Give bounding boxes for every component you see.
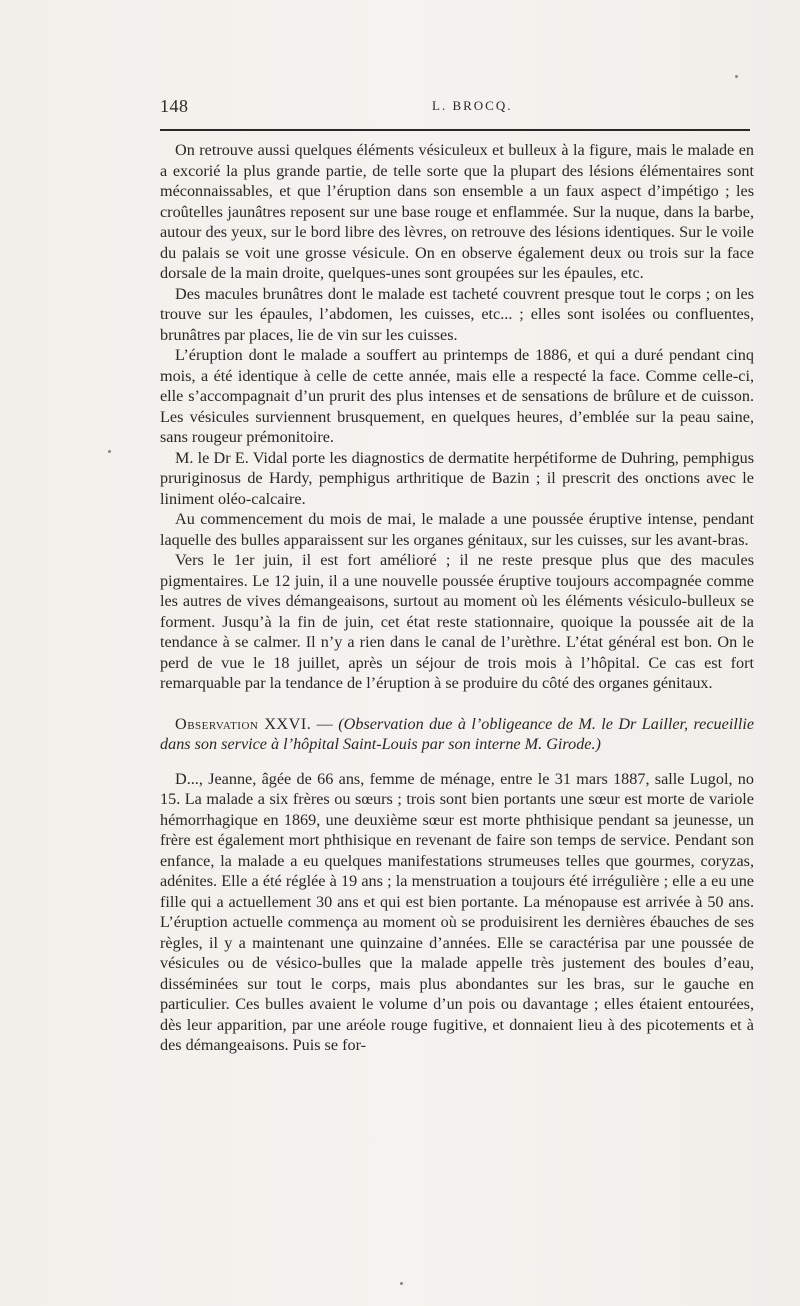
section-gap bbox=[160, 755, 754, 769]
paragraph: Des macules brunâtres dont le malade est tacheté couvrent presque tout le corps ; on les trouve sur les épaules, l’abdomen, les cuisses, etc... ; elles sont isolées ou confluentes, brunâtres par places, lie de vin sur les cuisses. bbox=[160, 284, 754, 344]
page-header bbox=[160, 96, 750, 120]
paragraph: M. le Dr E. Vidal porte les diagnostics de dermatite herpétiforme de Duhring, pemphigus pruriginosus de Hardy, pemphigus arthritique de Bazin ; il prescrit des onctions avec le liniment oléo-calcaire. bbox=[160, 448, 754, 508]
paragraph: D..., Jeanne, âgée de 66 ans, femme de ménage, entre le 31 mars 1887, salle Lugol, no 15. La malade a six frères ou sœurs ; trois sont bien portants une sœur est morte de variole hémorrhagique en 1869, une deuxième sœur est morte phthisique pendant sa jeunesse, un frère est également mort phthisique en revenant de faire son temps de service. Pendant son enfance, la malade a eu quelques manifestations strumeuses telles que gourmes, coryzas, adénites. Elle a été réglée à 19 ans ; la menstruation a toujours été irrégulière ; elle a eu une fille qui a actuellement 30 ans et qui est bien portante. La ménopause est arrivée à 50 ans. L’éruption actuelle commença au moment où se produisirent les dernières ébauches de ses règles, il y a maintenant une quinzaine d’années. Elle se caractérisa par une poussée de vésicules ou de vésico-bulles que la malade appelle très justement des boules d’eau, disséminées sur tout le corps, mais plus abondantes sur les bras, sur le gauche en particulier. Ces bulles avaient le volume d’un pois ou davantage ; elles étaient entourées, dès leur apparition, par une aréole rouge fugitive, et donnaient lieu à des picotements et à des démangeaisons. Puis se for- bbox=[160, 769, 754, 1054]
observation-source: (Observation due à l’obligeance de M. le Dr Lailler, recueillie dans son service à l’hôpital Saint-Louis par son interne M. Girode.) bbox=[160, 714, 755, 753]
header-rule bbox=[160, 129, 750, 131]
running-head: L. BROCQ. bbox=[432, 98, 513, 113]
paragraph: On retrouve aussi quelques éléments vésiculeux et bulleux à la figure, mais le malade en a excorié la plus grande partie, de telle sorte que la plupart des lésions élémentaires sont méconnaissables, et que l’éruption dans son ensemble a un faux aspect d’impétigo ; les croûtelles jaunâtres reposent sur une base rouge et enflammée. Sur la nuque, dans la barbe, autour des yeux, sur le bord libre des lèvres, on retrouve des lésions identiques. Sur le voile du palais se voit une grosse vésicule. On en observe également deux ou trois sur la face dorsale de la main droite, quelques-unes sont groupées sur les épaules, etc. bbox=[160, 141, 754, 282]
paragraph: Au commencement du mois de mai, le malade a une poussée éruptive intense, pendant laquelle des bulles apparaissent sur les organes génitaux, sur les cuisses, sur les avant-bras. bbox=[160, 510, 754, 549]
paper-speck bbox=[735, 75, 738, 78]
paragraph: Vers le 1er juin, il est fort amélioré ; il ne reste presque plus que des macules pigmentaires. Le 12 juin, il a une nouvelle poussée éruptive toujours accompagnée comme les autres de vives démangeaisons, surtout au moment où les éléments vésiculo-bulleux se forment. Jusqu’à la fin de juin, cet état reste stationnaire, quoique la poussée ait de la tendance à se calmer. Il n’y a rien dans le canal de l’urèthre. L’état général est bon. On le perd de vue le 18 juillet, après un séjour de trois mois à l’hôpital. Ce cas est fort remarquable par la tendance de l’éruption à se produire du côté des organes génitaux. bbox=[160, 551, 754, 692]
observation-dash: — bbox=[311, 714, 339, 733]
observation-label: Observation XXVI. bbox=[175, 714, 312, 733]
page-number: 148 bbox=[160, 96, 189, 116]
paper-speck bbox=[108, 450, 111, 453]
paper-speck bbox=[400, 1282, 403, 1285]
section-gap bbox=[160, 694, 754, 714]
body-text bbox=[160, 140, 754, 1056]
observation-heading bbox=[160, 714, 754, 755]
paragraph: L’éruption dont le malade a souffert au printemps de 1886, et qui a duré pendant cinq mois, a été identique à celle de cette année, mais elle a respecté la face. Comme celle-ci, elle s’accompagnait d’un prurit des plus intenses et de sensations de brûlure et de cuisson. Les vésicules surviennent brusquement, en quelques heures, d’emblée sur la peau saine, sans rougeur prémonitoire. bbox=[160, 346, 754, 446]
